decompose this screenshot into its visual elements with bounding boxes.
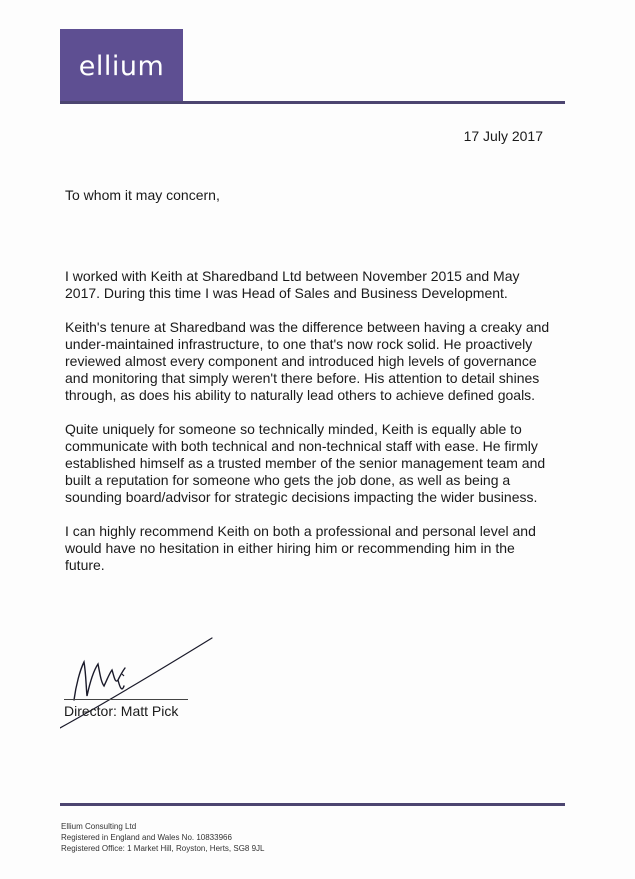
footer-office: Registered Office: 1 Market Hill, Royston, Herts, SG8 9JL [61,844,265,853]
paragraph-1: I worked with Keith at Sharedband Ltd between November 2015 and May 2017. During this time I was Head of Sales and Business Development. [65,268,520,301]
paragraph-2: Keith's tenure at Sharedband was the difference between having a creaky and under-maintained infrastructure, to one that's now rock solid. He proactively reviewed almost every component and introduced high levels of governance and monitoring that simply weren't there before. His attention to detail shines through, as does his ability to naturally lead others to achieve defined goals. [65,319,550,403]
signature-line [64,699,188,700]
company-footer [61,821,264,854]
paragraph-4: I can highly recommend Keith on both a professional and personal level and would have no hesitation in either hiring him or recommending him in the future. [65,523,536,573]
logo-wordmark: ellium [78,50,165,82]
footer-registration: Registered in England and Wales No. 10833966 [61,833,232,842]
footer-divider [60,803,565,806]
letter-date: 17 July 2017 [463,128,543,144]
salutation: To whom it may concern, [65,187,220,203]
handwritten-signature [60,630,220,735]
letter-body [65,268,555,591]
signatory-name: Director: Matt Pick [64,703,179,719]
footer-company: Ellium Consulting Ltd [61,822,137,831]
header-divider [60,101,565,104]
company-logo [60,29,183,101]
paragraph-3: Quite uniquely for someone so technically minded, Keith is equally able to communicate with both technical and non-technical staff with ease. He firmly established himself as a trusted member of the senior management team and built a reputation for someone who gets the job done, as well as being a sounding board/advisor for strategic decisions impacting the wider business. [65,421,546,505]
